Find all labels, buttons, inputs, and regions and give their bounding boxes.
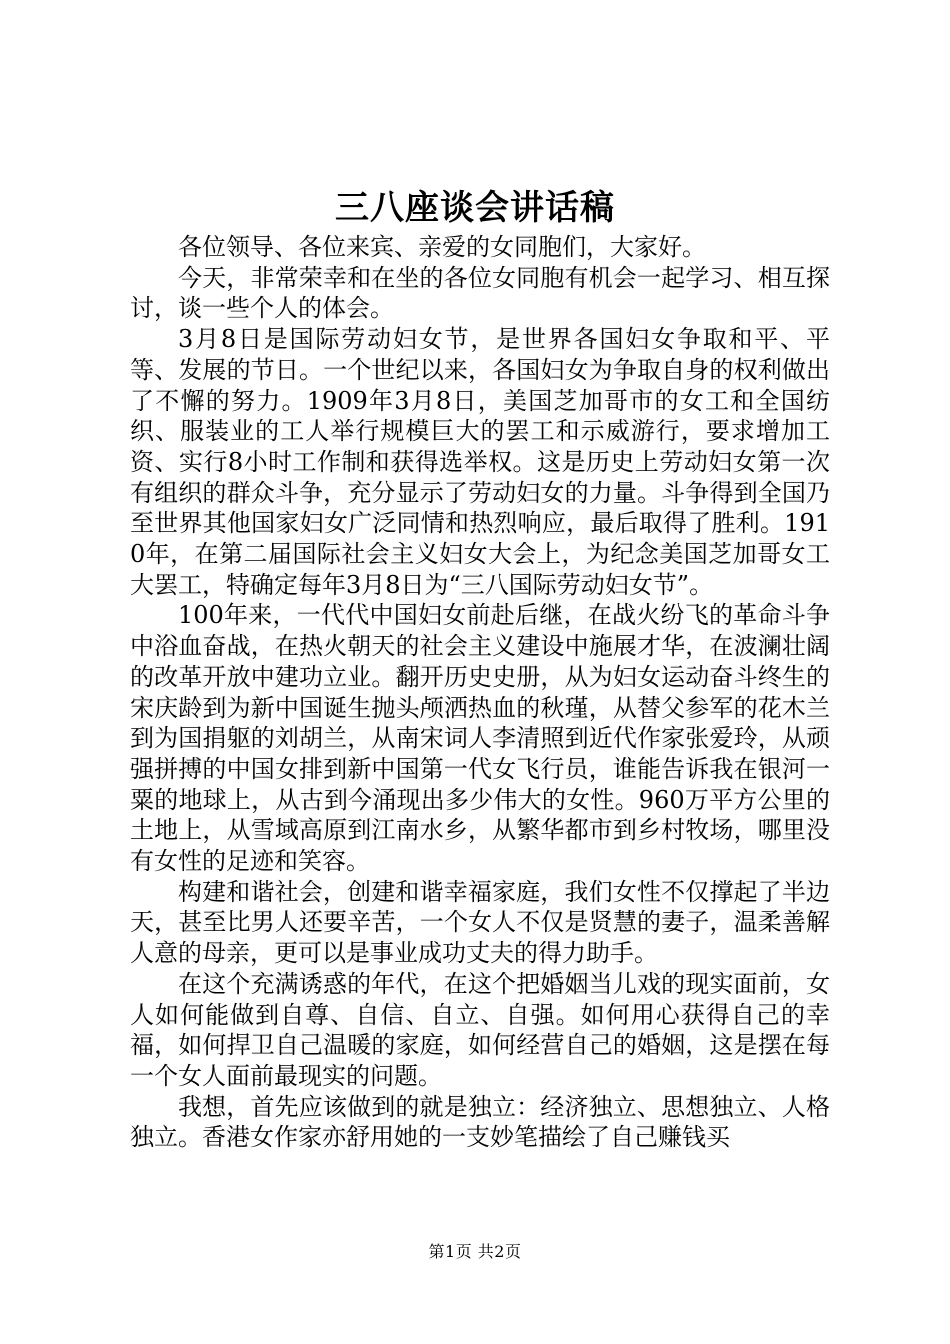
page-number-footer: 第1页 共2页 (428, 1242, 522, 1261)
paragraph-independence: 我想，首先应该做到的就是独立：经济独立、思想独立、人格独立。香港女作家亦舒用她的一支妙笔描绘了自己赚钱买 (130, 1092, 830, 1152)
document-title: 三八座谈会讲话稿 (335, 188, 615, 228)
document-body (130, 232, 830, 1153)
paragraph-harmonious-society: 构建和谐社会，创建和谐幸福家庭，我们女性不仅撑起了半边天，甚至比男人还要辛苦，一个女人不仅是贤慧的妻子，温柔善解人意的母亲，更可以是事业成功丈夫的得力助手。 (130, 877, 830, 968)
paragraph-temptation-era: 在这个充满诱惑的年代，在这个把婚姻当儿戏的现实面前，女人如何能做到自尊、自信、自立、自强。如何用心获得自己的幸福，如何捍卫自己温暖的家庭，如何经营自己的婚姻，这是摆在每一个女人面前最现实的问题。 (130, 969, 830, 1090)
paragraph-chinese-women: 100年来，一代代中国妇女前赴后继，在战火纷飞的革命斗争中浴血奋战，在热火朝天的社会主义建设中施展才华，在波澜壮阔的改革开放中建功立业。翻开历史史册，从为妇女运动奋斗终生的宋庆龄到为新中国诞生抛头颅洒热血的秋瑾，从替父参军的花木兰到为国捐躯的刘胡兰，从南宋词人李清照到近代作家张爱玲，从顽强拼搏的中国女排到新中国第一代女飞行员，谁能告诉我在银河一粟的地球上，从古到今涌现出多少伟大的女性。960万平方公里的土地上，从雪域高原到江南水乡，从繁华都市到乡村牧场，哪里没有女性的足迹和笑容。 (130, 601, 830, 876)
paragraph-opening: 今天，非常荣幸和在坐的各位女同胞有机会一起学习、相互探讨，谈一些个人的体会。 (130, 263, 830, 323)
paragraph-greeting: 各位领导、各位来宾、亲爱的女同胞们，大家好。 (178, 233, 706, 261)
paragraph-womens-day-history: 3月8日是国际劳动妇女节，是世界各国妇女争取和平、平等、发展的节日。一个世纪以来，各国妇女为争取自身的权利做出了不懈的努力。1909年3月8日，美国芝加哥市的女工和全国纺织、服装业的工人举行规模巨大的罢工和示威游行，要求增加工资、实行8小时工作制和获得选举权。这是历史上劳动妇女第一次有组织的群众斗争，充分显示了劳动妇女的力量。斗争得到全国乃至世界其他国家妇女广泛同情和热烈响应，最后取得了胜利。1910年，在第二届国际社会主义妇女大会上，为纪念美国芝加哥女工大罢工，特确定每年3月8日为“三八国际劳动妇女节”。 (130, 325, 830, 599)
